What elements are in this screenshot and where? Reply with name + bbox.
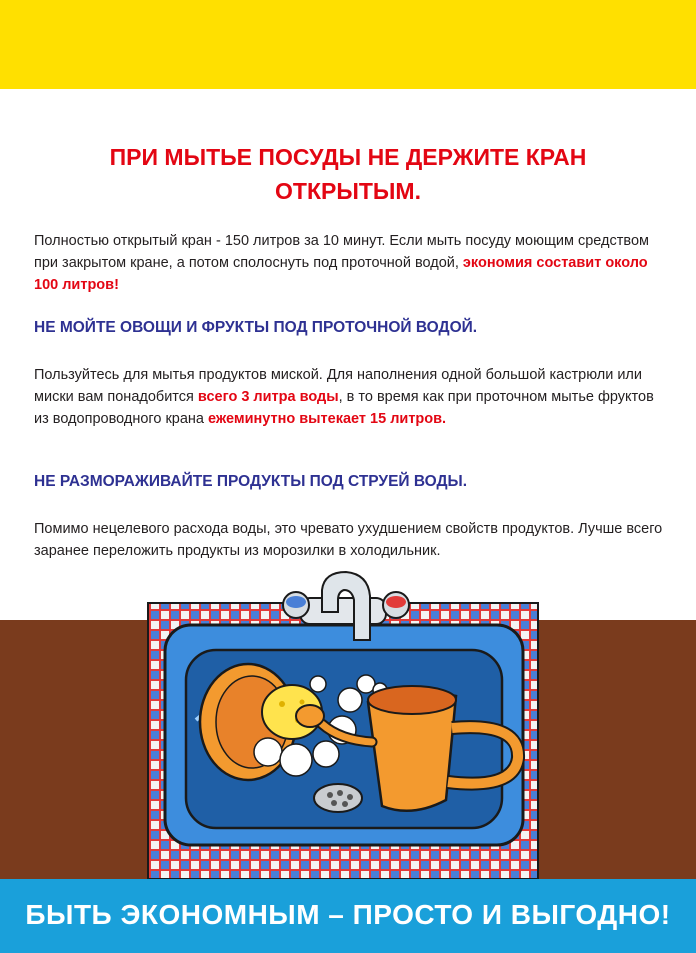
paragraph-dishwashing-text: Полностью открытый кран - 150 литров за 10 минут. Если мыть посуду моющим средством при закрытом кране, а потом сполоснуть под проточной водой, xyxy=(34,233,649,271)
paragraph-defrosting: Помимо нецелевого расхода воды, это чревато ухудшением свойств продуктов. Лучше всего заранее переложить продукты из морозилки в холодильник. xyxy=(34,521,663,559)
sink-illustration xyxy=(0,560,696,880)
heading-vegetables: НЕ МОЙТЕ ОВОЩИ И ФРУКТЫ ПОД ПРОТОЧНОЙ ВОДОЙ. xyxy=(34,319,478,336)
flow-rate-highlight: ежеминутно вытекает 15 литров. xyxy=(208,411,447,427)
paragraph-dishwashing xyxy=(34,230,664,296)
bowl-volume-highlight: всего 3 литра воды xyxy=(197,389,339,405)
heading-defrosting: НЕ РАЗМОРАЖИВАЙТЕ ПРОДУКТЫ ПОД СТРУЕЙ ВОДЫ. xyxy=(34,473,468,490)
top-yellow-band xyxy=(0,0,696,89)
page-title: ПРИ МЫТЬЕ ПОСУДЫ НЕ ДЕРЖИТЕ КРАН ОТКРЫТЫМ. xyxy=(109,144,587,204)
paragraph-vegetables xyxy=(34,364,664,430)
drain xyxy=(314,784,362,812)
paragraph-vegetables-text-a: Пользуйтесь для мытья продуктов миской. Для наполнения одной большой кастрюли или миски вам понадобится xyxy=(34,367,642,405)
slogan: БЫТЬ ЭКОНОМНЫМ – ПРОСТО И ВЫГОДНО! xyxy=(25,899,671,930)
savings-highlight: экономия составит около 100 литров! xyxy=(34,255,648,293)
paragraph-vegetables-text-b: , в то время как при проточном мытье фруктов из водопроводного крана xyxy=(34,389,654,427)
